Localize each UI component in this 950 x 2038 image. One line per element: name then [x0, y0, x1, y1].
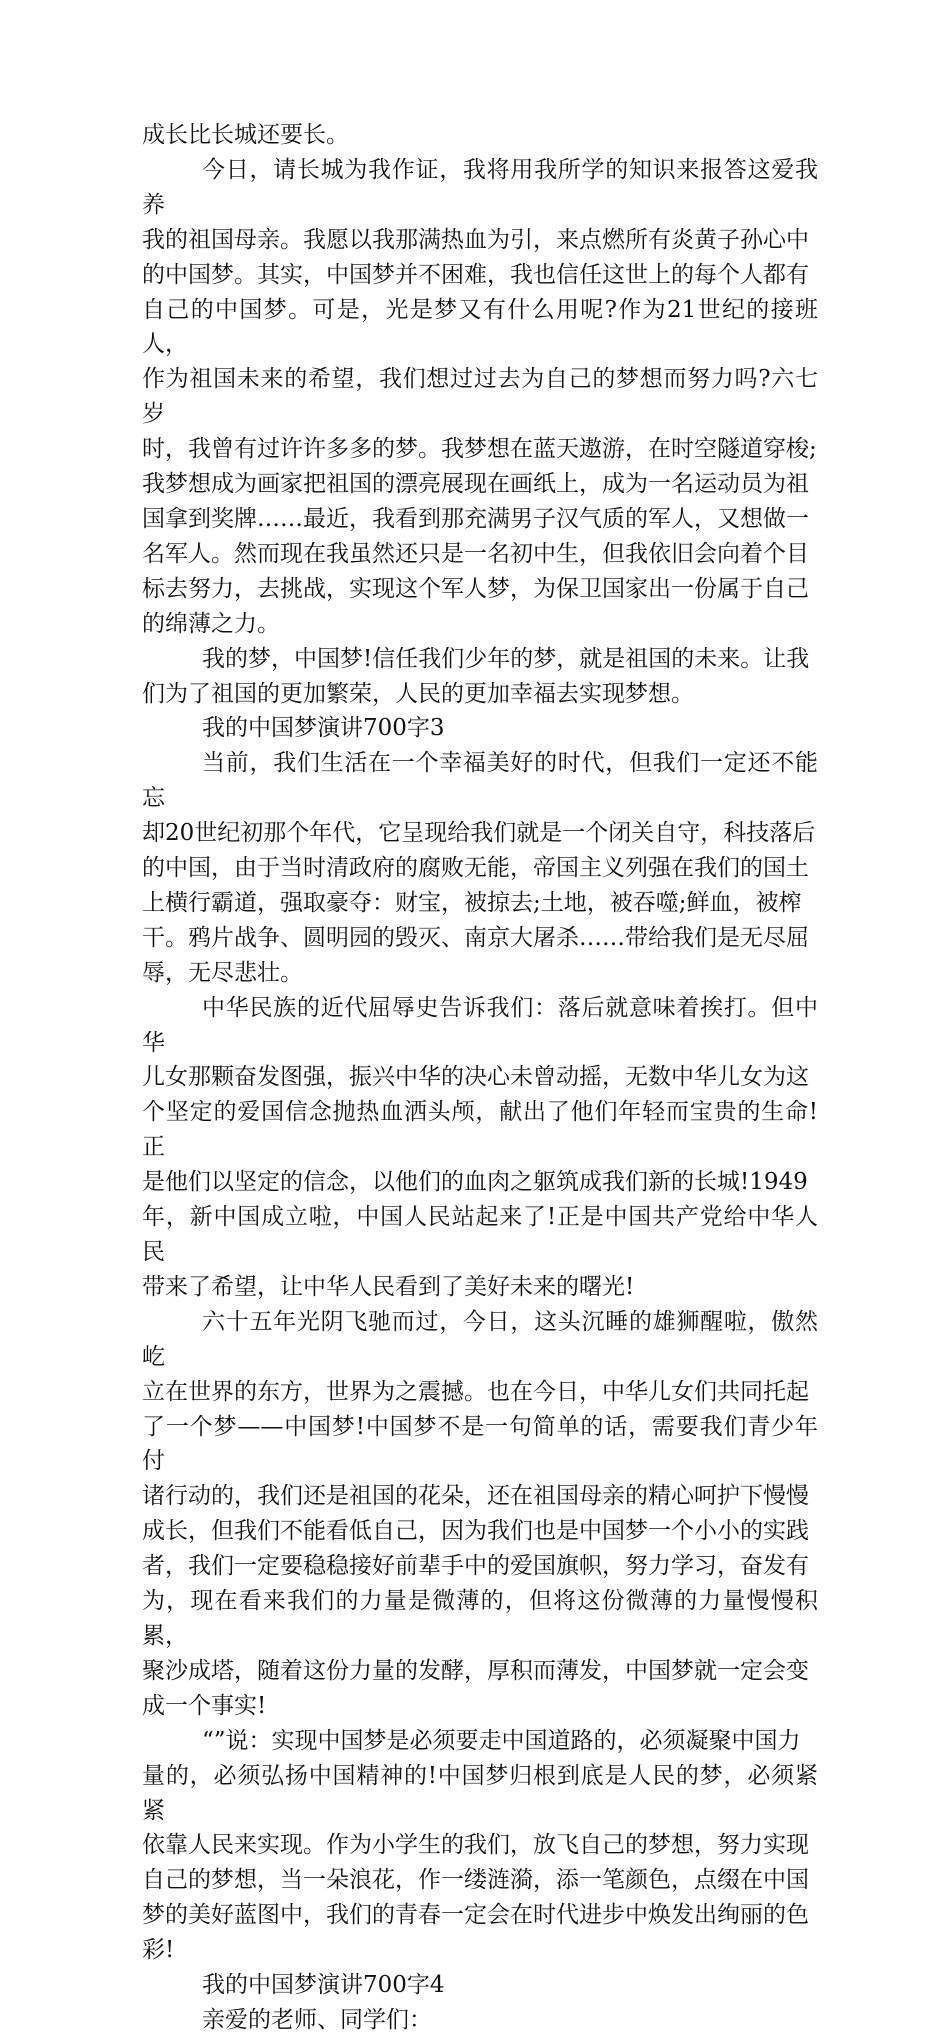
section-heading-3: 我的中国梦演讲700字3: [202, 715, 445, 742]
document-page: [142, 118, 818, 2038]
paragraph-7: “”说：实现中国梦是必须要走中国道路的，必须凝聚中国力 量的，必须弘扬中国精神的!中国梦归根到底是人民的梦，必须紧紧 依靠人民来实现。作为小学生的我们，放飞自己的梦想，努力实现 自己的梦想，当一朵浪花，作一缕涟漪，添一笔颜色，点缀在中国 梦的美好蓝图中，我们的青春一定会在时代进步中焕发出绚丽的色 彩!: [142, 1727, 818, 1964]
paragraph-5: 中华民族的近代屈辱史告诉我们：落后就意味着挨打。但中华 儿女那颗奋发图强，振兴中华的决心未曾动摇，无数中华儿女为这 个坚定的爱国信念抛热血洒头颅，献出了他们年轻而宝贵的生命!正 是他们以坚定的信念，以他们的血肉之躯筑成我们新的长城!1949 年，新中国成立啦，中国人民站起来了!正是中国共产党给中华人民 带来了希望，让中华人民看到了美好未来的曙光!: [142, 994, 818, 1300]
salutation: 亲爱的老师、同学们：: [202, 2006, 432, 2033]
paragraph-6: 六十五年光阴飞驰而过，今日，这头沉睡的雄狮醒啦，傲然屹 立在世界的东方，世界为之震撼。也在今日，中华儿女们共同托起 了一个梦——中国梦!中国梦不是一句简单的话，需要我们青少年付 诸行动的，我们还是祖国的花朵，还在祖国母亲的精心呵护下慢慢 成长，但我们不能看低自己，因为我们也是中国梦一个小小的实践 者，我们一定要稳稳接好前辈手中的爱国旗帜，努力学习，奋发有 为，现在看来我们的力量是微薄的，但将这份微薄的力量慢慢积累， 聚沙成塔，随着这份力量的发酵，厚积而薄发，中国梦就一定会变 成一个事实!: [142, 1308, 818, 1719]
paragraph-1: 成长比长城还要长。: [142, 122, 349, 148]
section-heading-4: 我的中国梦演讲700字4: [202, 1972, 445, 1999]
paragraph-2: 今日，请长城为我作证，我将用我所学的知识来报答这爱我养 我的祖国母亲。我愿以我那满热血为引，来点燃所有炎黄子孙心中 的中国梦。其实，中国梦并不困难，我也信任这世上的每个人都有 自己的中国梦。可是，光是梦又有什么用呢?作为21世纪的接班人， 作为祖国未来的希望，我们想过过去为自己的梦想而努力吗?六七岁 时，我曾有过许许多多的梦。我梦想在蓝天遨游，在时空隧道穿梭; 我梦想成为画家把祖国的漂亮展现在画纸上，成为一名运动员为祖 国拿到奖牌……最近，我看到那充满男子汉气质的军人，又想做一 名军人。然而现在我虽然还只是一名初中生，但我依旧会向着个目 标去努力，去挑战，实现这个军人梦，为保卫国家出一份属于自己 的绵薄之力。: [142, 156, 818, 637]
paragraph-4: 当前，我们生活在一个幸福美好的时代，但我们一定还不能忘 却20世纪初那个年代，它呈现给我们就是一个闭关自守，科技落后 的中国，由于当时清政府的腐败无能，帝国主义列强在我们的国土 上横行霸道，强取豪夺：财宝，被掠去;土地，被吞噬;鲜血，被榨 干。鸦片战争、圆明园的毁灭、南京大屠杀……带给我们是无尽屈 辱，无尽悲壮。: [142, 750, 818, 986]
paragraph-3: 我的梦，中国梦!信任我们少年的梦，就是祖国的未来。让我 们为了祖国的更加繁荣，人民的更加幸福去实现梦想。: [142, 645, 810, 707]
